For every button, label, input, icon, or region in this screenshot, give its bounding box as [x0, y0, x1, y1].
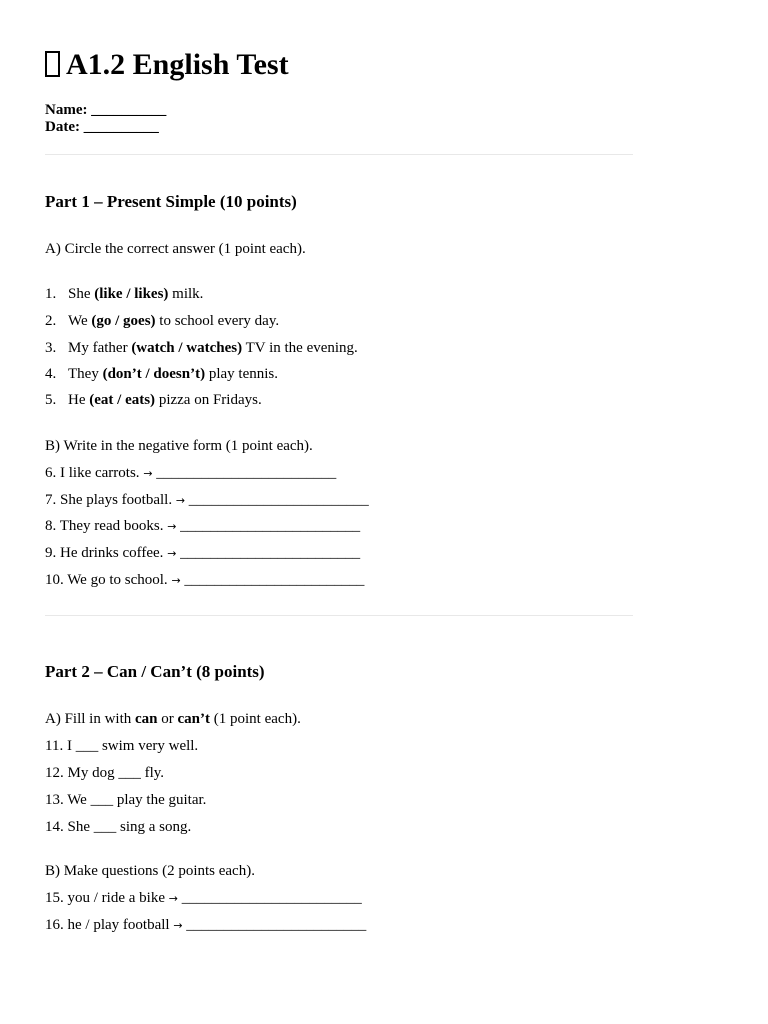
date-row: Date: __________ — [45, 119, 159, 135]
answer-choice[interactable]: (go / goes) — [91, 313, 156, 329]
answer-line[interactable]: ________________________ — [181, 890, 362, 906]
divider — [45, 154, 633, 155]
negative-item: 7. She plays football. → ________________________ — [45, 492, 369, 508]
divider — [45, 615, 633, 616]
part1-instruction-a: A) Circle the correct answer (1 point each). — [45, 241, 306, 257]
question-item: 5. He (eat / eats) pizza on Fridays. — [45, 392, 262, 408]
negative-item: 6. I like carrots. → ________________________ — [45, 465, 337, 481]
missing-glyph-icon — [45, 51, 60, 77]
negative-item: 10. We go to school. → ________________________ — [45, 572, 365, 588]
fill-blank[interactable]: ___ — [75, 738, 99, 754]
negative-item: 9. He drinks coffee. → ________________________ — [45, 545, 361, 561]
answer-line[interactable]: ________________________ — [188, 492, 369, 508]
answer-line[interactable]: ________________________ — [156, 465, 337, 481]
arrow-icon: → — [143, 467, 153, 480]
arrow-icon: → — [173, 919, 183, 932]
fill-item: 14. She ___ sing a song. — [45, 819, 192, 835]
fill-item: 13. We ___ play the guitar. — [45, 792, 207, 808]
name-field[interactable]: __________ — [91, 102, 167, 118]
answer-line[interactable]: ________________________ — [186, 917, 367, 933]
date-field[interactable]: __________ — [83, 119, 159, 135]
answer-line[interactable]: ________________________ — [180, 518, 361, 534]
fill-item: 12. My dog ___ fly. — [45, 765, 165, 781]
part1-instruction-b: B) Write in the negative form (1 point each). — [45, 438, 313, 454]
arrow-icon: → — [168, 892, 178, 905]
arrow-icon: → — [167, 520, 177, 533]
question-item: 2. We (go / goes) to school every day. — [45, 313, 280, 329]
fill-blank[interactable]: ___ — [93, 819, 117, 835]
fill-blank[interactable]: ___ — [118, 765, 141, 781]
question-build-item: 15. you / ride a bike → ________________________ — [45, 890, 362, 906]
arrow-icon: → — [175, 494, 186, 507]
page-title: A1.2 English Test — [45, 47, 289, 83]
fill-blank[interactable]: ___ — [90, 792, 114, 808]
answer-choice[interactable]: (eat / eats) — [89, 392, 156, 408]
question-item: 1. She (like / likes) milk. — [45, 286, 204, 302]
arrow-icon: → — [167, 547, 177, 560]
answer-choice[interactable]: (like / likes) — [94, 286, 169, 302]
fill-item: 11. I ___ swim very well. — [45, 738, 199, 754]
part2-instruction-a: A) Fill in with can or can’t (1 point each). — [45, 711, 301, 727]
student-info — [45, 102, 166, 136]
answer-line[interactable]: ________________________ — [180, 545, 361, 561]
answer-choice[interactable]: (don’t / doesn’t) — [102, 366, 206, 382]
question-build-item: 16. he / play football → ________________________ — [45, 917, 367, 933]
question-item: 4. They (don’t / doesn’t) play tennis. — [45, 366, 278, 382]
part2-heading: Part 2 – Can / Can’t (8 points) — [45, 662, 265, 681]
part2-instruction-b: B) Make questions (2 points each). — [45, 863, 255, 879]
name-row: Name: __________ — [45, 102, 167, 118]
question-item: 3. My father (watch / watches) TV in the evening. — [45, 340, 358, 356]
part1-heading: Part 1 – Present Simple (10 points) — [45, 192, 297, 211]
negative-item: 8. They read books. → ________________________ — [45, 518, 361, 534]
answer-choice[interactable]: (watch / watches) — [131, 340, 243, 356]
arrow-icon: → — [171, 574, 181, 587]
answer-line[interactable]: ________________________ — [184, 572, 365, 588]
